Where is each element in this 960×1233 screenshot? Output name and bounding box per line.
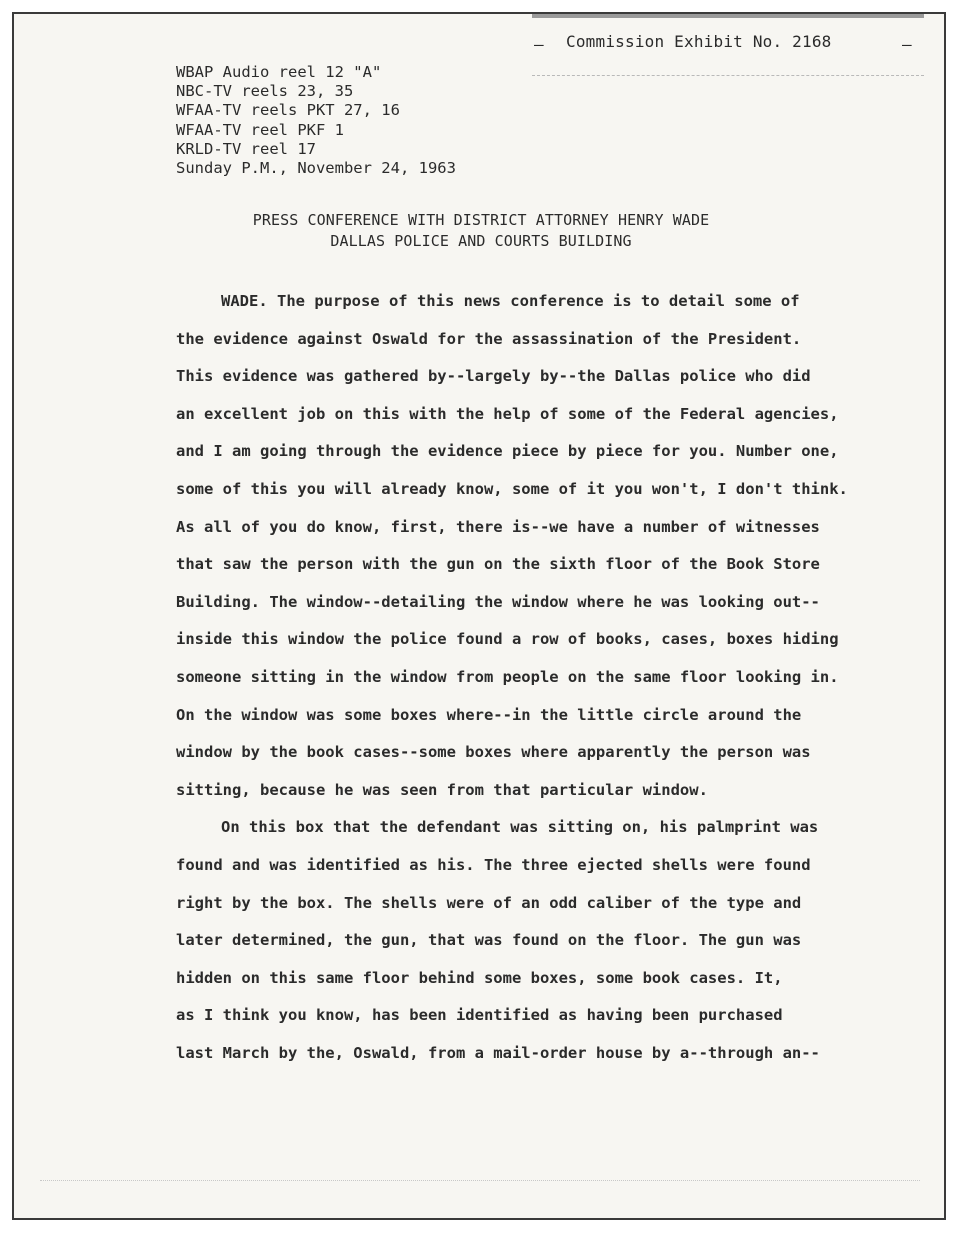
header-line: WFAA-TV reels PKT 27, 16 <box>176 101 400 120</box>
transcript-line: the evidence against Oswald for the assassination of the President. <box>176 329 802 348</box>
header-line: WBAP Audio reel 12 "A" <box>176 63 382 81</box>
transcript-line: and I am going through the evidence piece by piece for you. Number one, <box>176 442 839 461</box>
transcript-line: This evidence was gathered by--largely by--the Dallas police who did <box>176 367 811 386</box>
transcript-line: On the window was some boxes where--in the little circle around the <box>176 705 802 724</box>
source-reels-header <box>176 63 456 178</box>
title-line-1: PRESS CONFERENCE WITH DISTRICT ATTORNEY HENRY WADE <box>252 211 710 229</box>
transcript-line: someone sitting in the window from people on the same floor looking in. <box>176 667 839 686</box>
title-line-2: DALLAS POLICE AND COURTS BUILDING <box>330 232 632 250</box>
transcript-line: found and was identified as his. The three ejected shells were found <box>176 855 811 874</box>
exhibit-number: Commission Exhibit No. 2168 <box>566 32 832 51</box>
exhibit-dash-right: – <box>902 35 912 54</box>
header-line: KRLD-TV reel 17 <box>176 139 316 158</box>
header-line: WFAA-TV reel PKF 1 <box>176 120 344 139</box>
transcript-line: right by the box. The shells were of an odd caliber of the type and <box>176 893 802 912</box>
transcript-line: that saw the person with the gun on the sixth floor of the Book Store <box>176 555 820 574</box>
transcript-line: later determined, the gun, that was found on the floor. The gun was <box>176 931 802 950</box>
transcript-body <box>176 283 866 1072</box>
transcript-line: last March by the, Oswald, from a mail-order house by a--through an-- <box>176 1043 820 1062</box>
transcript-line: inside this window the police found a row of books, cases, boxes hiding <box>176 630 839 649</box>
header-date: Sunday P.M., November 24, 1963 <box>176 159 456 178</box>
document-title <box>0 210 960 252</box>
transcript-line: an excellent job on this with the help of some of the Federal agencies, <box>176 404 839 423</box>
transcript-line: WADE. The purpose of this news conference is to detail some of <box>221 292 800 310</box>
transcript-line: some of this you will already know, some of it you won't, I don't think. <box>176 479 848 498</box>
transcript-line: hidden on this same floor behind some boxes, some book cases. It, <box>176 968 783 987</box>
transcript-line: On this box that the defendant was sitting on, his palmprint was <box>221 818 819 837</box>
header-line: NBC-TV reels 23, 35 <box>176 82 354 101</box>
transcript-line: as I think you know, has been identified as having been purchased <box>176 1006 783 1025</box>
page-fold-line <box>40 1180 920 1181</box>
transcript-line: sitting, because he was seen from that particular window. <box>176 780 708 799</box>
transcript-line: As all of you do know, first, there is--we have a number of witnesses <box>176 517 820 536</box>
exhibit-dash-left: – <box>534 35 544 54</box>
transcript-line: window by the book cases--some boxes where apparently the person was <box>176 743 811 762</box>
transcript-line: Building. The window--detailing the window where he was looking out-- <box>176 592 820 611</box>
